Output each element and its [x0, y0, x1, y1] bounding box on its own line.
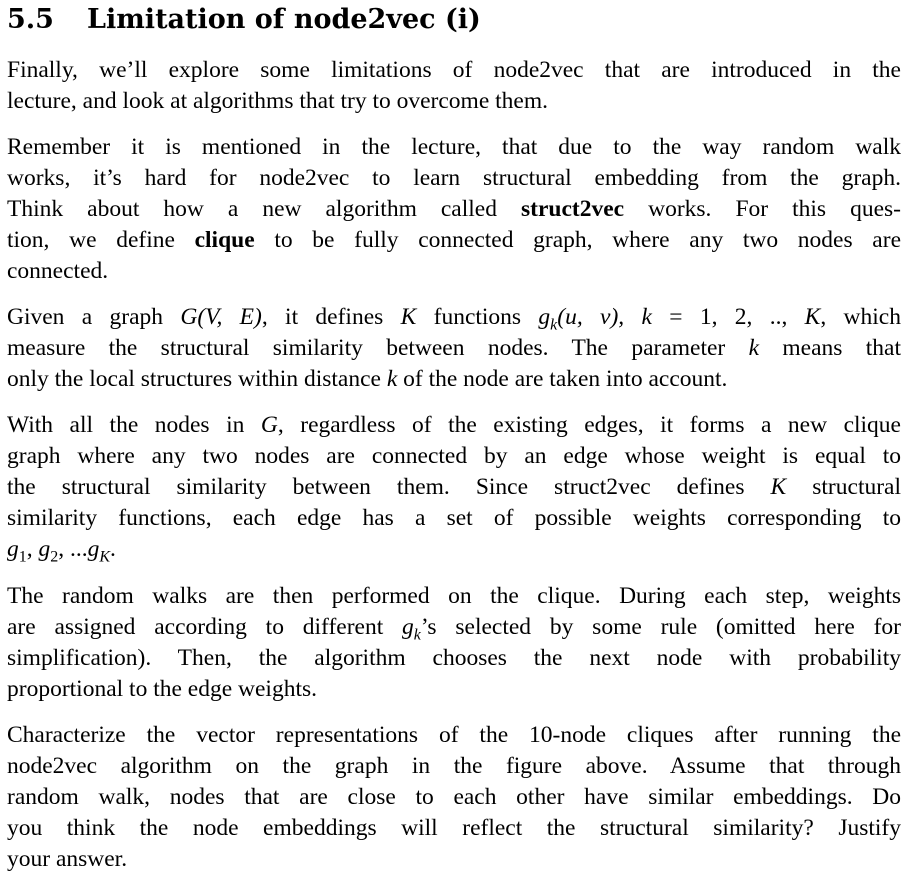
text-line: Finally, we’ll explore some limitations of node2vec that are introduced in the	[7, 57, 901, 83]
text-run: tion, we define	[7, 227, 195, 253]
math-G: G	[260, 412, 278, 438]
text-line	[7, 225, 901, 256]
math-K: K	[770, 474, 787, 500]
text-line: Characterize the vector representations of the 10-node cliques after running the	[7, 722, 901, 748]
math-g: g	[87, 536, 100, 562]
text-line: node2vec algorithm on the graph in the figure above. Assume that through	[7, 753, 901, 779]
paragraph-intro	[7, 55, 901, 117]
term-clique: clique	[194, 227, 255, 253]
text-run: ’s selected by some rule (omitted here for	[420, 614, 901, 640]
text-line	[7, 410, 901, 441]
text-run: , ...	[58, 536, 88, 562]
math-subscript: 1	[18, 548, 27, 566]
paragraph-random-walks	[7, 581, 901, 705]
text-run: to be fully connected graph, where any two nodes are	[254, 227, 901, 253]
math-K: K	[400, 304, 417, 330]
math-subscript: k	[550, 316, 558, 334]
math-k: k	[386, 366, 398, 392]
math-k: k	[748, 335, 760, 361]
math-subscript: K	[99, 548, 111, 566]
paragraph-struct2vec	[7, 132, 901, 287]
text-line: proportional to the edge weights.	[7, 676, 317, 702]
text-line: simplification). Then, the algorithm chooses the next node with probability	[7, 645, 901, 671]
math-K: K	[804, 304, 821, 330]
text-line: graph where any two nodes are connected by an edge whose weight is equal to	[7, 443, 901, 469]
math-g: g	[38, 536, 51, 562]
text-line: lecture, and look at algorithms that try to overcome them.	[7, 88, 548, 114]
paragraph-clique-graph	[7, 410, 901, 565]
text-run: measure the structural similarity between nodes. The parameter	[7, 335, 749, 361]
text-run: .	[110, 536, 116, 562]
text-line	[7, 194, 901, 225]
text-line	[7, 302, 901, 333]
text-run: are assigned according to different	[7, 614, 403, 640]
text-line	[7, 333, 901, 364]
text-run: Think about how a new algorithm called	[7, 196, 521, 222]
math-g: g	[7, 536, 19, 562]
text-run: , regardless of the existing edges, it forms a new clique	[277, 412, 901, 438]
text-line: The random walks are then performed on the clique. During each step, weights	[7, 583, 901, 609]
math-subscript: 2	[50, 548, 59, 566]
text-run: With all the nodes in	[7, 412, 261, 438]
text-run: Given a graph	[7, 304, 181, 330]
text-run: , which	[820, 304, 901, 330]
text-line: random walk, nodes that are close to each other have similar embeddings. Do	[7, 784, 901, 810]
text-line: Remember it is mentioned in the lecture, that due to the way random walk	[7, 134, 901, 160]
text-line	[7, 534, 901, 565]
text-line: works, it’s hard for node2vec to learn structural embedding from the graph.	[7, 165, 901, 191]
math-g: g	[402, 614, 414, 640]
paragraph-functions	[7, 302, 901, 395]
text-line: similarity functions, each edge has a set of possible weights corresponding to	[7, 505, 901, 531]
math-graph: G(V, E)	[180, 304, 262, 330]
text-run: ,	[26, 536, 39, 562]
text-line: your answer.	[7, 846, 128, 872]
text-run: works. For this ques-	[624, 196, 901, 222]
text-run: = 1, 2, ..,	[651, 304, 805, 330]
section-heading	[7, 0, 481, 40]
term-struct2vec: struct2vec	[521, 196, 625, 222]
paragraph-question	[7, 720, 901, 875]
text-line	[7, 364, 901, 395]
math-args: (u, v), k	[557, 304, 652, 330]
text-run: the structural similarity between them. Since struct2vec defines	[7, 474, 771, 500]
text-run: only the local structures within distance	[7, 366, 387, 392]
text-run: means that	[759, 335, 901, 361]
text-line: you think the node embeddings will reflect the structural similarity? Justify	[7, 815, 901, 841]
text-run: , it defines	[261, 304, 401, 330]
text-run: structural	[786, 474, 902, 500]
section-title: Limitation of node2vec (i)	[87, 4, 481, 35]
math-subscript: k	[413, 626, 421, 644]
math-g: g	[538, 304, 551, 330]
text-run: of the node are taken into account.	[397, 366, 728, 392]
text-line	[7, 472, 901, 503]
text-line: connected.	[7, 258, 109, 284]
section-number: 5.5	[7, 4, 54, 35]
text-line	[7, 612, 901, 643]
text-run: functions	[416, 304, 539, 330]
